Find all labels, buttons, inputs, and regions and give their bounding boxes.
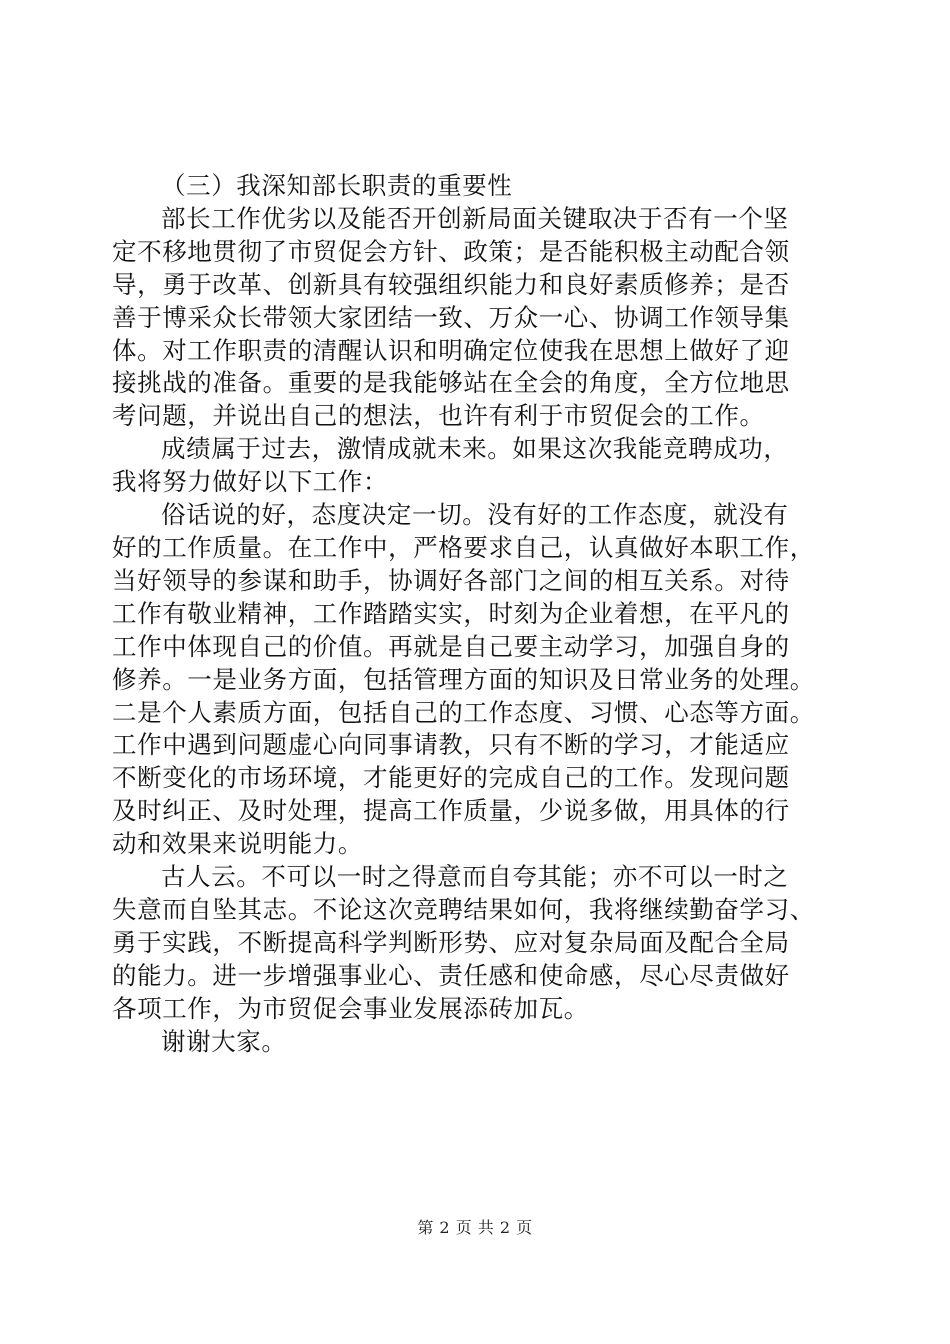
paragraph-line: 的能力。进一步增强事业心、责任感和使命感，尽心尽责做好 [112,960,790,990]
paragraph-line: 成绩属于过去，激情成就未来。如果这次我能竞聘成功， [161,434,789,464]
paragraph-line: 谢谢大家。 [161,1026,287,1056]
paragraph-line: 好的工作质量。在工作中，严格要求自己，认真做好本职工作， [112,532,815,562]
paragraph-line: 体。对工作职责的清醒认识和明确定位使我在思想上做好了迎 [112,335,790,365]
section-heading-text: （三）我深知部长职责的重要性 [161,171,513,200]
paragraph-line: 工作中体现自己的价值。再就是自己要主动学习，加强自身的 [112,631,790,661]
section-heading [112,170,847,203]
paragraph-line: 工作有敬业精神，工作踏踏实实，时刻为企业着想，在平凡的 [112,598,790,628]
paragraph-line: 我将努力做好以下工作： [112,467,389,497]
paragraph-line: 部长工作优劣以及能否开创新局面关键取决于否有一个坚 [161,203,789,233]
paragraph-line: 二是个人素质方面，包括自己的工作态度、习惯、心态等方面。 [112,697,815,727]
body-paragraph [112,861,847,1026]
paragraph-line: 当好领导的参谋和助手，协调好各部门之间的相互关系。对待 [112,565,790,595]
paragraph-line: 各项工作，为市贸促会事业发展添砖加瓦。 [112,993,589,1023]
paragraph-line: 考问题，并说出自己的想法，也许有利于市贸促会的工作。 [112,401,765,431]
paragraph-line: 不断变化的市场环境，才能更好的完成自己的工作。发现问题 [112,763,790,793]
paragraph-line: 勇于实践，不断提高科学判断形势、应对复杂局面及配合全局 [112,927,790,957]
paragraph-line: 修养。一是业务方面，包括管理方面的知识及日常业务的处理。 [112,664,815,694]
page-number-footer: 第 2 页 共 2 页 [417,1218,533,1237]
paragraph-line: 善于博采众长带领大家团结一致、万众一心、协调工作领导集 [112,302,790,332]
paragraph-line: 失意而自坠其志。不论这次竞聘结果如何，我将继续勤奋学习、 [112,894,815,924]
paragraph-line: 导，勇于改革、创新具有较强组织能力和良好素质修养；是否 [112,269,790,299]
body-paragraph [112,433,847,499]
paragraph-line: 接挑战的准备。重要的是我能够站在全会的角度，全方位地思 [112,368,790,398]
body-paragraph [112,499,847,861]
body-paragraph [112,1026,847,1059]
paragraph-line: 工作中遇到问题虚心向同事请教，只有不断的学习，才能适应 [112,730,790,760]
paragraph-line: 古人云。不可以一时之得意而自夸其能；亦不可以一时之 [161,862,789,892]
paragraph-list [112,203,847,1059]
paragraph-line: 俗话说的好，态度决定一切。没有好的工作态度，就没有 [161,500,789,530]
document-body [112,170,847,1058]
paragraph-line: 及时纠正、及时处理，提高工作质量，少说多做，用具体的行 [112,796,790,826]
body-paragraph [112,203,847,433]
paragraph-line: 动和效果来说明能力。 [112,829,363,859]
paragraph-line: 定不移地贯彻了市贸促会方针、政策；是否能积极主动配合领 [112,236,790,266]
